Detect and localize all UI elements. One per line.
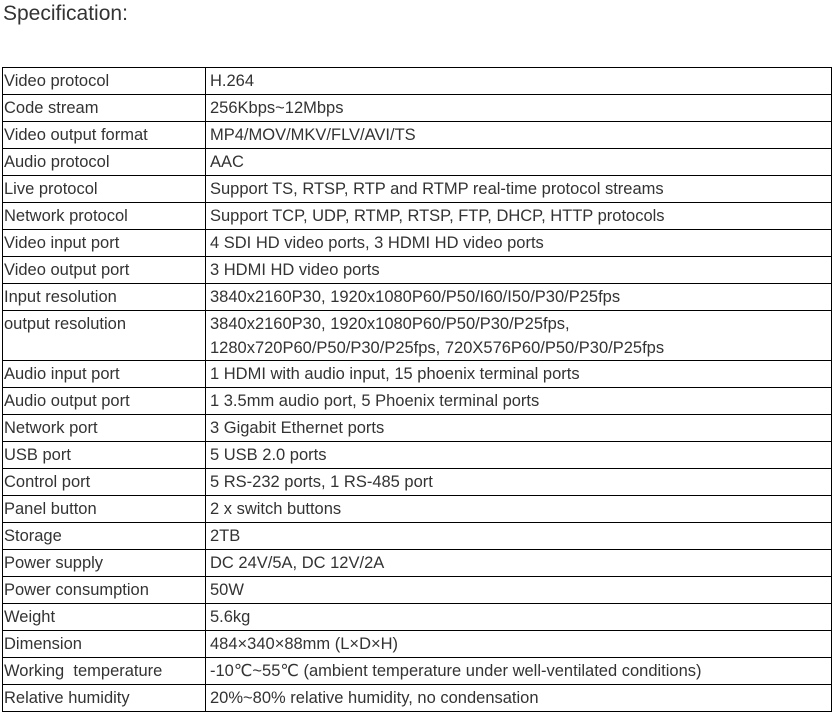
spec-parameter-cell: Video input port [3,230,206,257]
table-row [3,685,832,712]
spec-value-text: 3840x2160P30, 1920x1080P60/P50/I60/I50/P30/P25fps [210,288,621,306]
table-row [3,95,832,122]
table-row [3,284,832,311]
spec-value-cell [206,388,832,415]
spec-value-cell [206,685,832,712]
table-row [3,311,832,361]
spec-value-cell [206,361,832,388]
spec-value-text: 5 USB 2.0 ports [210,446,327,464]
spec-value-cell [206,68,832,95]
spec-parameter-cell: Network protocol [3,203,206,230]
spec-value-cell [206,523,832,550]
spec-parameter-cell: Audio protocol [3,149,206,176]
specification-table-body [3,68,832,712]
spec-parameter-cell: Video output port [3,257,206,284]
spec-parameter-cell: Power supply [3,550,206,577]
table-row [3,176,832,203]
spec-value-cell [206,95,832,122]
spec-parameter-cell: USB port [3,442,206,469]
spec-value-cell [206,176,832,203]
spec-value-text: AAC [210,153,244,171]
table-row [3,442,832,469]
spec-value-text: Support TCP, UDP, RTMP, RTSP, FTP, DHCP, HTTP protocols [210,207,665,225]
table-row [3,122,832,149]
spec-value-text: 1 HDMI with audio input, 15 phoenix terminal ports [210,365,580,383]
spec-value-text: 256Kbps~12Mbps [210,99,344,117]
spec-value-cell [206,415,832,442]
spec-value-text: H.264 [210,72,255,90]
spec-parameter-cell: Live protocol [3,176,206,203]
table-row [3,604,832,631]
spec-value-text: Support TS, RTSP, RTP and RTMP real-time protocol streams [210,180,664,198]
spec-value-text: 5.6kg [210,608,251,626]
spec-value-cell [206,577,832,604]
table-row [3,523,832,550]
spec-value-cell [206,469,832,496]
spec-value-text: 3 Gigabit Ethernet ports [210,419,385,437]
spec-parameter-cell: Audio output port [3,388,206,415]
spec-value-text: -10℃~55℃ (ambient temperature under well-ventilated conditions) [210,662,702,680]
spec-parameter-cell: Input resolution [3,284,206,311]
spec-value-cell [206,442,832,469]
spec-parameter-cell: Video output format [3,122,206,149]
spec-parameter-cell: Power consumption [3,577,206,604]
spec-value-cell [206,496,832,523]
spec-parameter-cell: Storage [3,523,206,550]
spec-value-text: MP4/MOV/MKV/FLV/AVI/TS [210,126,416,144]
spec-value-cell [206,122,832,149]
spec-value-text: 2TB [210,527,241,545]
table-row [3,203,832,230]
table-row [3,469,832,496]
spec-parameter-cell: Control port [3,469,206,496]
spec-value-cell [206,257,832,284]
spec-value-text: 2 x switch buttons [210,500,342,518]
table-row [3,496,832,523]
table-row [3,230,832,257]
spec-parameter-cell: Relative humidity [3,685,206,712]
table-row [3,388,832,415]
table-row [3,149,832,176]
spec-parameter-cell: Network port [3,415,206,442]
table-row [3,361,832,388]
spec-parameter-cell: Weight [3,604,206,631]
spec-parameter-cell: Code stream [3,95,206,122]
table-row [3,68,832,95]
table-row [3,415,832,442]
spec-value-text: 3 HDMI HD video ports [210,261,380,279]
spec-value-cell [206,631,832,658]
spec-value-cell [206,149,832,176]
spec-parameter-cell: Working temperature [3,658,206,685]
spec-value-text: 3840x2160P30, 1920x1080P60/P50/P30/P25fps, 1280x720P60/P50/P30/P25fps, 720X576P60/P50/P30/P25fps [210,315,665,357]
spec-value-cell [206,550,832,577]
spec-value-cell [206,230,832,257]
spec-value-cell [206,311,832,361]
spec-parameter-cell: Dimension [3,631,206,658]
table-row [3,631,832,658]
spec-parameter-cell: Audio input port [3,361,206,388]
spec-value-text: 50W [210,581,244,599]
spec-value-text: 20%~80% relative humidity, no condensation [210,689,539,707]
table-row [3,658,832,685]
page-title: Specification: [3,2,128,25]
specification-table [2,67,832,712]
spec-value-cell [206,658,832,685]
table-row [3,577,832,604]
spec-parameter-cell: output resolution [3,311,206,361]
spec-value-cell [206,203,832,230]
spec-value-cell [206,604,832,631]
spec-parameter-cell: Panel button [3,496,206,523]
spec-value-cell [206,284,832,311]
spec-value-text: 4 SDI HD video ports, 3 HDMI HD video ports [210,234,544,252]
spec-value-text: 5 RS-232 ports, 1 RS-485 port [210,473,433,491]
spec-value-text: DC 24V/5A, DC 12V/2A [210,554,385,572]
table-row [3,257,832,284]
spec-value-text: 484×340×88mm (L×D×H) [210,635,399,653]
spec-parameter-cell: Video protocol [3,68,206,95]
spec-value-text: 1 3.5mm audio port, 5 Phoenix terminal ports [210,392,540,410]
table-row [3,550,832,577]
